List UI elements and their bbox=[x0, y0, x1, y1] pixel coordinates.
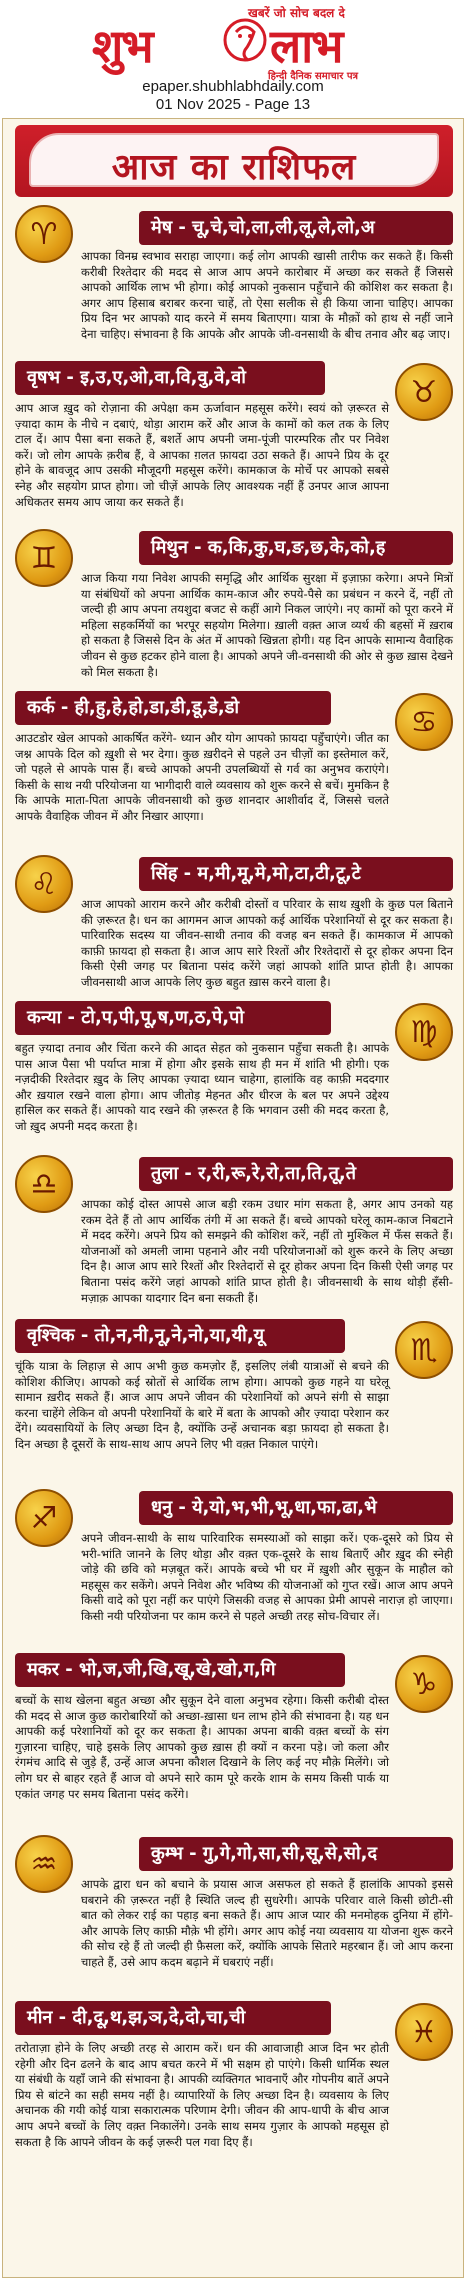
sign-block-kumbh bbox=[11, 1829, 457, 2001]
sign-text: आपका कोई दोस्त आपसे आज बड़ी रकम उधार मांग सकता है, अगर आप उनको यह रकम देते हैं तो आप आर्थिक तंगी में आ सकते हैं। बच्चे आपको घरेलू काम-काज निबटाने में मदद करेंगे। अपने प्रिय को समझने की कोशिश करें, नहीं तो मुश्किल में फँस सकते हैं। योजनाओं को अमली जामा पहनाने और नयी परियोजनाओं को शुरू करने के लिए अच्छा दिन है। आज आप सारे रिश्तों और रिश्तेदारों से दूर होकर अपना दिन किसी ऐसी जगह पर बिताना पसंद करेंगे जहां आपको शांति प्राप्त होती है। जीवनसाथी के साथ थोड़ी हँसी-मज़ाक़ आपका यादगार दिन बना सकती हैं। bbox=[81, 1197, 453, 1305]
logo-text-left: शुभ bbox=[92, 19, 152, 73]
masthead-tagline: खबरें जो सोच बदल दे bbox=[248, 6, 345, 20]
sign-title: मकर - भो,ज,जी,खि,खू,खे,खो,ग,गि bbox=[15, 1653, 345, 1687]
scorpio-icon: ♏ bbox=[395, 1321, 453, 1379]
masthead-subtagline: हिन्दी दैनिक समाचार पत्र bbox=[268, 71, 359, 82]
sign-text: तरोताज़ा होने के लिए अच्छी तरह से आराम करें। धन की आवाजाही आज दिन भर होती रहेगी और दिन ढलने के बाद आप बचत करने में भी सक्षम हो पाएंगे। किसी धार्मिक स्थल या संबंधी के यहाँ जाने की संभावना है। आपकी व्यक्तिगत भावनाएँ और गोपनीय बातें अपने प्रिय से बांटने का सही समय नहीं है। व्यापारियों के लिए अच्छा दिन है। व्यवसाय के लिए अचानक की गयी कोई यात्रा सकारात्मक परिणाम देगी। जीवन की आप-धापी के बीच आज आप अपने बच्चों के लिए वक़्त निकालेंगे। उनके साथ समय गुज़ार के आपको महसूस हो सकता है कि आपने जीवन के कई ज़रूरी पल गवा दिए हैं। bbox=[15, 2041, 389, 2149]
sagittarius-icon: ♐ bbox=[15, 1489, 73, 1547]
sign-title: वृश्चिक - तो,न,नी,नू,ने,नो,या,यी,यू bbox=[15, 1319, 345, 1353]
sign-title: मेष - चू,चे,चो,ला,ली,लू,ले,लो,अ bbox=[139, 211, 453, 245]
sign-text: आज किया गया निवेश आपकी समृद्धि और आर्थिक सुरक्षा में इज़ाफ़ा करेगा। अपने मित्रों या संबंधियों को अपना आर्थिक काम-काज और रुपये-पैसे का प्रबंधन न करने दें, नहीं तो जल्दी ही आप अपना तयशुदा बजट से कहीं आगे निकल जाएंगे। नए कामों को पूरा करने में महिला सहकर्मियों का भरपूर सहयोग मिलेगा। ख़ाली वक़्त आज व्यर्थ की बहसों में ख़राब हो सकता है जिससे दिन के अंत में आपको खिन्नता होगी। यह दिन आपके सामान्य वैवाहिक जीवन से कुछ हटकर होने वाला है। आपको अपने जी-वनसाथी की ओर से कुछ ख़ास देखने को मिल सकता है। bbox=[81, 571, 453, 679]
libra-icon: ♎ bbox=[15, 1155, 73, 1213]
sign-text: आप आज ख़ुद को रोज़ाना की अपेक्षा कम ऊर्जावान महसूस करेंगे। स्वयं को ज़रूरत से ज़्यादा काम के नीचे न दबाएं, थोड़ा आराम करें और आज के कामों को कल तक के लिए टाल दें। आप पैसा बना सकते हैं, बशर्ते आप अपनी जमा-पूंजी पारम्परिक तौर पर निवेश करें। जो लोग आपके क़रीब हैं, वे आपका ग़लत फ़ायदा उठा सकते हैं। आपने प्रिय के दूर होने के बावजूद आप उसकी मौजूदगी महसूस करेंगे। कामकाज के मोर्चे पर आपको सबसे स्नेह और सहयोग प्राप्त होगा। जो चीज़ें आपके लिए आवश्यक नहीं हैं उनपर आज आपना अधिकतर समय आप जाया कर सकते हैं। bbox=[15, 401, 389, 509]
aquarius-icon: ♒ bbox=[15, 1835, 73, 1893]
sign-block-singh bbox=[11, 849, 457, 1001]
sign-block-meen bbox=[11, 2001, 457, 2273]
sign-title: मिथुन - क,कि,कु,घ,ङ,छ,के,को,ह bbox=[139, 531, 453, 565]
pisces-icon: ♓ bbox=[395, 2003, 453, 2061]
sign-block-vrishabh bbox=[11, 361, 457, 523]
sign-block-kark bbox=[11, 691, 457, 849]
sign-title: कन्या - टो,प,पी,पू,ष,ण,ठ,पे,पो bbox=[15, 1001, 331, 1035]
sign-block-kanya bbox=[11, 1001, 457, 1149]
sign-text: बच्चों के साथ खेलना बहुत अच्छा और सुकून देने वाला अनुभव रहेगा। किसी करीबी दोस्त की मदद से आज कुछ कारोबारियों को अच्छा-ख़ासा धन लाभ होने की संभावना है। यह धन आपकी कई परेशानियों को दूर कर सकता है। आपका अपना बाकी वक़्त बच्चों के संग गुज़ारना चाहिए, चाहे इसके लिए आपको कुछ ख़ास ही क्यों न करना पड़े। जो कला और रंगमंच आदि से जुड़े हैं, उन्हें आज अपना कौशल दिखाने के लिए कई नए मौक़े मिलेंगे। जो लोग घर से बाहर रहते हैं आज वो अपने सारे काम पूरे करके शाम के समय किसी पार्क या एकांत जगह पर समय बिताना पसंद करेंगे। bbox=[15, 1693, 389, 1801]
sign-text: आउटडोर खेल आपको आकर्षित करेंगे- ध्यान और योग आपको फ़ायदा पहुँचाएंगे। जीत का जश्न आपके दिल को ख़ुशी से भर देगा। कुछ ख़रीदने से पहले उन चीज़ों का इस्तेमाल करें, जो पहले से आपके पास हैं। बच्चे आपको अपनी उपलब्धियों से गर्व का अनुभव कराएंगे। किसी के साथ नयी परियोजना या भागीदारी वाले व्यवसाय को शुरू करने से बचें। मुमकिन है कि आपके माता-पिता आपके जीवनसाथी को कुछ शानदार आशीर्वाद दें, जिससे चलते आपके वैवाहिक जीवन में और निखार आएगा। bbox=[15, 731, 389, 823]
banner-frame bbox=[29, 133, 439, 187]
sign-text: आपके द्वारा धन को बचाने के प्रयास आज असफल हो सकते हैं हालांकि आपको इससे घबराने की ज़रूरत नहीं है स्थिति जल्द ही सुधरेगी। आपके परिवार वाले किसी छोटी-सी बात को लेकर राई का पहाड़ बना सकते हैं। आप आज प्यार की मनमोहक दुनिया में होंगे- और आपके लिए काफ़ी मौक़े भी होंगे। अगर आप कोई नया व्यवसाय या योजना शुरू करने की सोच रहे हैं तो जल्दी ही फ़ैसला करें, क्योंकि आपके सितारे महरबान हैं। जो आप करना चाहते हैं, उसे आप कदम बढ़ाने में घबराएं नहीं। bbox=[81, 1877, 453, 1969]
sign-text: अपने जीवन-साथी के साथ पारिवारिक समस्याओं को साझा करें। एक-दूसरे को प्रिय से भरी-भांति जानने के लिए थोड़ा और वक़्त एक-दूसरे के साथ बिताएँ और ख़ुद की स्नेही जोड़े की छवि को मज़बूत करें। आपके बच्चे भी घर में ख़ुशी और सुकून के माहौल को महसूस कर सकेंगे। अपने निवेश और भविष्य की योजनाओं को गुप्त रखें। आज आप अपने किसी वादे को पूरा नहीं कर पाएंगे जिसकी वजह से आपका प्रेमी आपसे नाराज़ हो जाएगा। किसी नयी परियोजना पर काम करने से पहले अच्छी तरह सोच-विचार लें। bbox=[81, 1531, 453, 1623]
sign-title: सिंह - म,मी,मू,मे,मो,टा,टी,टू,टे bbox=[139, 857, 453, 891]
sign-block-tula bbox=[11, 1149, 457, 1319]
banner bbox=[15, 125, 453, 197]
aries-icon: ♈ bbox=[15, 205, 73, 263]
sign-text: आज आपको आराम करने और करीबी दोस्तों व परिवार के साथ ख़ुशी के कुछ पल बिताने की ज़रूरत है। धन का आगमन आज आपको कई आर्थिक परेशानियों से दूर कर सकता है। पारिवारिक सदस्य या जीवन-साथी तनाव की वजह बन सकते हैं। कामकाज में आपको काफ़ी फ़ायदा हो सकता है। आज आप सारे रिश्तों और रिश्तेदारों से दूर होकर अपना दिन किसी ऐसी जगह पर बिताना पसंद करेंगे जहां आपको शांति प्राप्त होती है। आपका जीवनसाथी आज आपके लिए कुछ बहुत ख़ास करने वाला है। bbox=[81, 897, 453, 989]
page-title: आज का राशिफल bbox=[111, 147, 357, 188]
rashifal-page bbox=[2, 118, 464, 2278]
sign-title: वृषभ - इ,उ,ए,ओ,वा,वि,वु,वे,वो bbox=[15, 361, 325, 395]
leo-icon: ♌ bbox=[15, 855, 73, 913]
logo-text-right: लाभ bbox=[270, 19, 342, 73]
sign-text: चूंकि यात्रा के लिहाज़ से आप अभी कुछ कमज़ोर हैं, इसलिए लंबी यात्राओं से बचने की कोशिश कीजिए। आपको कई स्रोतों से आर्थिक लाभ होगा। आपको कुछ गहने या घरेलू सामान ख़रीद सकते हैं। आज आप अपने जीवन की परेशानियों को अपने संगी से साझा करना चाहेंगे लेकिन वो अपनी परेशानियों के बारे में बता के आपको और ज़्यादा परेशान कर देंगे। व्यवसायियों के लिए अच्छा दिन है, क्योंकि उन्हें अचानक बड़ा फ़ायदा हो सकता है। दिन अच्छा है दूसरों के साथ-साथ आप अपने लिए भी वक़्त निकाल पाएंगे। bbox=[15, 1359, 389, 1451]
sign-block-mesh bbox=[11, 203, 457, 361]
gemini-icon: ♊ bbox=[15, 529, 73, 587]
sign-block-mithun bbox=[11, 523, 457, 691]
sign-title: कुम्भ - गु,गे,गो,सा,सी,सू,से,सो,द bbox=[139, 1837, 453, 1871]
sign-block-vrishchik bbox=[11, 1319, 457, 1483]
sign-title: तुला - र,री,रू,रे,रो,ता,ति,तू,ते bbox=[139, 1157, 453, 1191]
issue-date-page: 01 Nov 2025 - Page 13 bbox=[155, 96, 311, 113]
shubh-labh-logo bbox=[92, 10, 392, 72]
sign-title: कर्क - ही,हु,हे,हो,डा,डी,डू,डे,डो bbox=[15, 691, 331, 725]
virgo-icon: ♍ bbox=[395, 1003, 453, 1061]
sign-block-makar bbox=[11, 1653, 457, 1829]
ganesh-icon bbox=[220, 16, 270, 68]
capricorn-icon: ♑ bbox=[395, 1655, 453, 1713]
masthead bbox=[0, 0, 466, 112]
sign-title: मीन - दी,दू,थ,झ,ञ,दे,दो,चा,ची bbox=[15, 2001, 331, 2035]
sign-title: धनु - ये,यो,भ,भी,भू,धा,फा,ढा,भे bbox=[139, 1491, 453, 1525]
sign-block-dhanu bbox=[11, 1483, 457, 1653]
taurus-icon: ♉ bbox=[395, 363, 453, 421]
epaper-site-url[interactable]: epaper.shubhlabhdaily.com bbox=[142, 78, 324, 95]
sign-text: आपका विनम्र स्वभाव सराहा जाएगा। कई लोग आपकी खासी तारीफ कर सकते हैं। किसी करीबी रिश्तेदार की मदद से आज आप अपने कारोबार में अच्छा कर सकते हैं जिससे आपको आर्थिक लाभ भी होगा। कोई आपको नुकसान पहुँचाने की कोशिश कर सकता है। अगर आप हिसाब बराबर करना चाहें, तो ऐसा सलीक से ही किया जाना चाहिए। आपका प्रिय दिन भर आपको याद करने में समय बिताएगा। यात्रा के मौक़ों को हाथ से नहीं जाने देना चाहिए। संभावना है कि आपके और आपके जी-वनसाथी के बीच तनाव और बढ़ जाए। bbox=[81, 249, 453, 341]
cancer-icon: ♋ bbox=[395, 693, 453, 751]
sign-text: बहुत ज़्यादा तनाव और चिंता करने की आदत सेहत को नुकसान पहुँचा सकती है। आपके पास आज पैसा भी पर्याप्त मात्रा में होगा और इसके साथ ही मन में शांति भी होगी। एक नज़दीकी रिश्तेदार ख़ुद के लिए आपका ज़्यादा ध्यान चाहेगा, हालांकि वह काफ़ी मददगार और ख़याल रखने वाला होगा। आप जीतोड़ मेहनत और धीरज के बल पर अपने उद्देश्य हासिल कर सकते हैं। आपको याद रखने की ज़रूरत है कि भगवान उसी की मदद करता है, जो ख़ुद अपनी मदद करता है। bbox=[15, 1041, 389, 1133]
